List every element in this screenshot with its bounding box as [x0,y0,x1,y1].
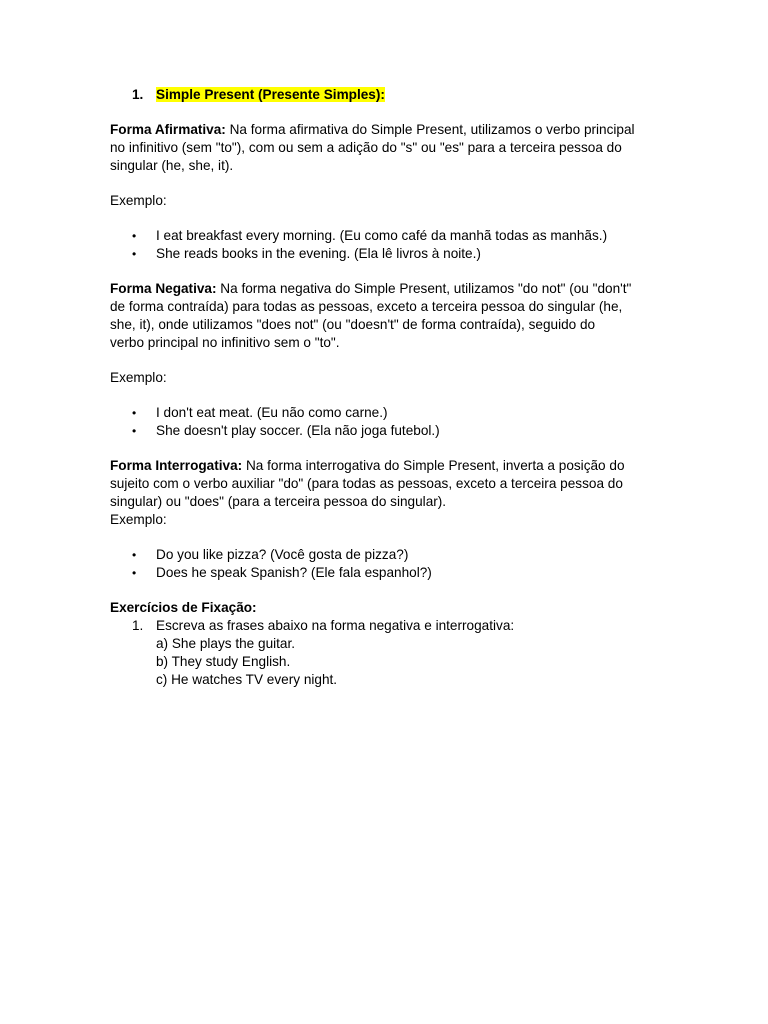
interrogativa-line: sujeito com o verbo auxiliar "do" (para todas as pessoas, exceto a terceira pessoa do [110,476,623,491]
spacer [110,352,655,369]
interrogativa-line: Na forma interrogativa do Simple Present, inverta a posição do [242,458,625,473]
list-item-text: I don't eat meat. (Eu não como carne.) [156,405,388,420]
negativa-line: Na forma negativa do Simple Present, utilizamos "do not" (ou "don't" [216,281,632,296]
negativa-label: Forma Negativa: [110,281,217,296]
afirmativa-label: Forma Afirmativa: [110,122,226,137]
heading-text: Simple Present (Presente Simples): [156,87,385,102]
spacer [110,440,655,457]
heading-number: 1. [132,87,144,102]
afirmativa-paragraph [110,121,655,175]
exercises-list [110,617,655,689]
list-item-text: She reads books in the evening. (Ela lê livros à noite.) [156,246,481,261]
spacer [110,104,655,121]
negativa-line: she, it), onde utilizamos "does not" (ou "doesn't" de forma contraída), seguido do [110,317,596,332]
list-item-text: She doesn't play soccer. (Ela não joga futebol.) [156,423,440,438]
exercise-sentence: b) They study English. [156,654,291,669]
negativa-examples-list [110,404,655,440]
negativa-line: de forma contraída) para todas as pessoas, exceto a terceira pessoa do singular (he, [110,299,623,314]
list-item [110,546,655,564]
section-heading [110,86,655,104]
interrogativa-label: Forma Interrogativa: [110,458,243,473]
list-item [110,564,655,582]
exercise-sentence: a) She plays the guitar. [156,636,296,651]
list-item [110,422,655,440]
list-item [110,245,655,263]
interrogativa-paragraph [110,457,655,511]
list-item-text: Do you like pizza? (Você gosta de pizza?) [156,547,409,562]
list-item [110,404,655,422]
spacer [110,175,655,192]
exercise-item [110,617,655,689]
afirmativa-line: Na forma afirmativa do Simple Present, utilizamos o verbo principal [225,122,635,137]
exercicios-label: Exercícios de Fixação: [110,600,257,615]
bullet-icon: • [132,424,137,438]
negativa-line: verbo principal no infinitivo sem o "to". [110,335,340,350]
spacer [110,529,655,546]
bullet-icon: • [132,406,137,420]
bullet-icon: • [132,548,137,562]
spacer [110,387,655,404]
spacer [110,263,655,280]
exercise-number: 1. [132,618,144,633]
list-item-text: I eat breakfast every morning. (Eu como café da manhã todas as manhãs.) [156,228,608,243]
afirmativa-line: no infinitivo (sem "to"), com ou sem a adição do "s" ou "es" para a terceira pessoa do [110,140,622,155]
interrogativa-examples-list [110,546,655,582]
list-item-text: Does he speak Spanish? (Ele fala espanhol?) [156,565,432,580]
bullet-icon: • [132,229,137,243]
document-page [110,86,655,689]
exemplo-label: Exemplo: [110,512,167,527]
spacer [110,582,655,599]
afirmativa-examples-list [110,227,655,263]
bullet-icon: • [132,566,137,580]
negativa-paragraph [110,280,655,352]
interrogativa-line: singular) ou "does" (para a terceira pessoa do singular). [110,494,447,509]
exemplo-label: Exemplo: [110,370,167,385]
list-item [110,227,655,245]
exercise-instruction: Escreva as frases abaixo na forma negativa e interrogativa: [156,618,515,633]
afirmativa-line: singular (he, she, it). [110,158,234,173]
bullet-icon: • [132,247,137,261]
exemplo-label: Exemplo: [110,193,167,208]
exercise-sentence: c) He watches TV every night. [156,672,338,687]
spacer [110,210,655,227]
exercicios-heading [110,599,655,617]
